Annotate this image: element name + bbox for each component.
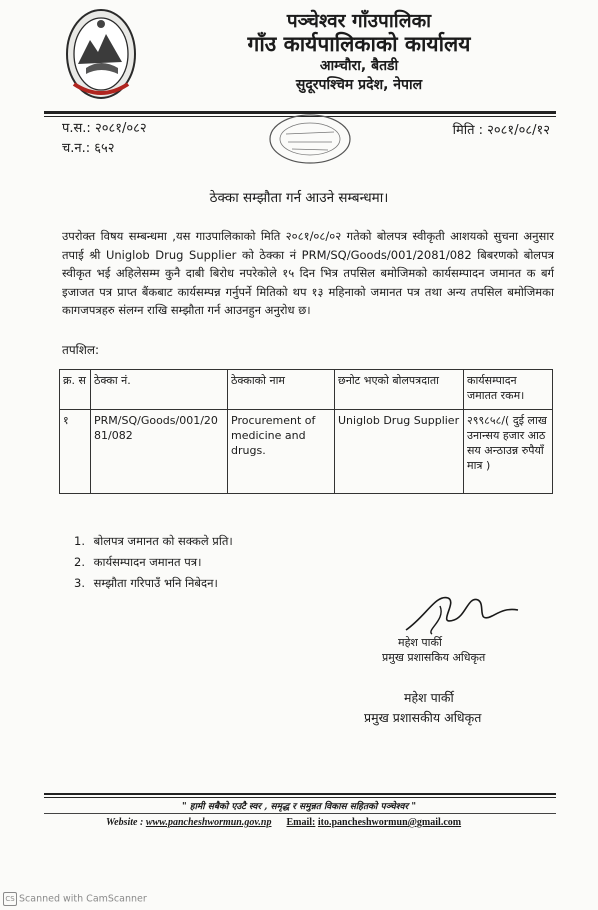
letter-body: उपरोक्त विषय सम्बन्धमा ,यस गाउपालिकाको मिति २०८१/०८/०२ गतेको बोलपत्र स्वीकृती आशयको सुचना अनुसार तपाई श्री Uniglob Drug Supplier को ठेक्का नं PRM/SQ/Goods/001/2081/082 बिबरणको बोलपत्र स्वीकृत भई अहिलेसम्म कुनै दाबी बिरोध नपरेकोले १५ दिन भित्र तपसिल बमोजिमको कार्यसम्पादन जमानत क बर्ग इजाजत पत्र प्राप्त बैंकबाट कार्यसम्पन्न गर्नुपर्ने मितिको थप १३ महिनाको जमानत पत्र तथा अन्य तपसिल बमोजिमका कागजपत्रहरु संलग्न राखि सम्झौता गर्न आउनहुन अनुरोध छ। (62, 229, 554, 317)
footer-contact (106, 817, 461, 828)
office-address: आम्चौरा, बैतडी (319, 58, 399, 74)
signatory-name: महेश पार्की (398, 636, 442, 649)
letter-subject: ठेक्का सम्झौता गर्न आउने सम्बन्धमा। (209, 190, 389, 206)
letterhead (0, 10, 598, 95)
footer-slogan: " हामी सबैको एउटै स्वर , समृद्ध र समुन्नत विकास सहितको पञ्चेश्वर " (181, 802, 417, 812)
header-performance-amount: कार्यसम्पादन जमातत रकम। (464, 370, 553, 410)
header-contract-name: ठेक्काको नाम (228, 370, 335, 410)
attachments-list (74, 531, 233, 594)
dispatch-number: च.न.: ६५२ (62, 141, 115, 156)
cell-bidder: Uniglob Drug Supplier (335, 410, 464, 494)
footer-rule-thick (44, 793, 556, 795)
website-label: Website : (106, 817, 144, 828)
signatory-title: प्रमुख प्रशासकिय अधिकृत (382, 651, 486, 664)
letter-date: मिति : २०८१/०८/१२ (452, 123, 550, 138)
cell-serial: १ (60, 410, 91, 494)
details-label: तपशिल: (62, 343, 100, 357)
header-serial: क्र. स (60, 370, 91, 410)
office-seal-icon (266, 112, 354, 166)
cell-contract-name: Procurement of medicine and drugs. (228, 410, 335, 494)
signature-icon (396, 586, 526, 640)
stamp-title: प्रमुख प्रशासकीय अधिकृत (364, 710, 482, 725)
municipality-name: पञ्चेश्वर गाँउपालिका (286, 10, 432, 32)
list-item: 1. बोलपत्र जमानत को सक्कले प्रति। (74, 534, 233, 548)
camscanner-icon: CS (3, 892, 17, 906)
header-contract-no: ठेक्का नं. (91, 370, 228, 410)
email-link[interactable]: ito.pancheshwormun@gmail.com (317, 817, 462, 828)
list-item: 2. कार्यसम्पादन जमानत पत्र। (74, 555, 202, 569)
website-link[interactable]: www.pancheshwormun.gov.np (145, 817, 272, 828)
province-name: सुदूरपश्चिम प्रदेश, नेपाल (295, 77, 423, 93)
table-row (60, 410, 553, 494)
footer-rule-bottom (44, 813, 556, 814)
scanner-watermark (3, 892, 147, 906)
header-selected-bidder: छनोट भएको बोलपत्रदाता (335, 370, 464, 410)
footer-rule-thin (44, 797, 556, 798)
email-label: Email: (286, 817, 316, 828)
fiscal-year-ref: प.स.: २०८१/०८२ (62, 121, 147, 136)
cell-contract-no: PRM/SQ/Goods/001/2081/082 (91, 410, 228, 494)
cell-amount: २९९८५८/( दुई लाख उनान्सय हजार आठ सय अन्ठाउन्न रुपैयाँ मात्र ) (464, 410, 553, 494)
contract-details-table (59, 369, 553, 494)
list-item: 3. सम्झौता गरिपाउँ भनि निबेदन। (74, 576, 218, 590)
watermark-text: Scanned with CamScanner (19, 893, 147, 905)
signatory-block (382, 635, 485, 665)
name-stamp (364, 688, 482, 728)
table-header-row (60, 370, 553, 410)
stamp-name: महेश पार्की (404, 690, 454, 705)
office-name: गाँउ कार्यपालिकाको कार्यालय (247, 32, 471, 56)
